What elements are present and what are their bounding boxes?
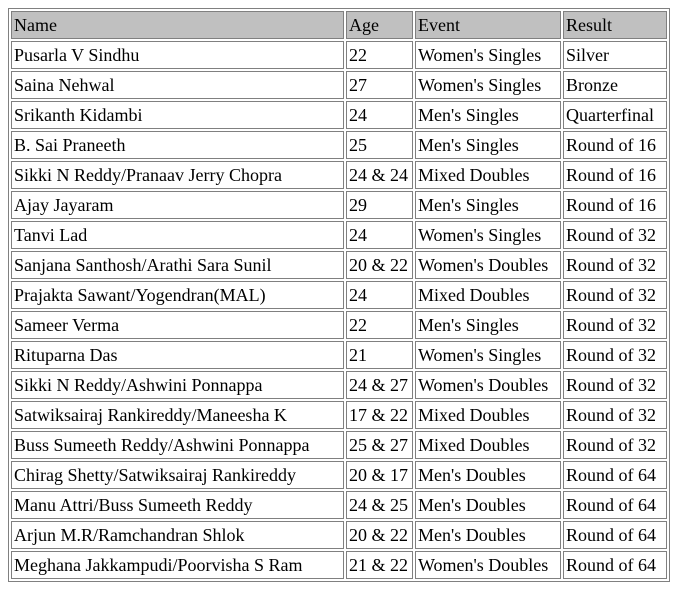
cell-age: 24 & 25 xyxy=(346,491,413,519)
cell-result: Round of 64 xyxy=(563,551,667,579)
header-result: Result xyxy=(563,11,667,39)
cell-age: 20 & 22 xyxy=(346,521,413,549)
cell-event: Women's Doubles xyxy=(415,251,561,279)
table-row xyxy=(11,551,667,579)
cell-name: Pusarla V Sindhu xyxy=(11,41,344,69)
cell-name: Buss Sumeeth Reddy/Ashwini Ponnappa xyxy=(11,431,344,459)
cell-name: Manu Attri/Buss Sumeeth Reddy xyxy=(11,491,344,519)
table-header-row xyxy=(11,11,667,39)
cell-age: 24 xyxy=(346,101,413,129)
cell-name: Sanjana Santhosh/Arathi Sara Sunil xyxy=(11,251,344,279)
cell-name: Prajakta Sawant/Yogendran(MAL) xyxy=(11,281,344,309)
cell-event: Mixed Doubles xyxy=(415,401,561,429)
cell-result: Round of 64 xyxy=(563,491,667,519)
cell-event: Mixed Doubles xyxy=(415,161,561,189)
cell-event: Men's Singles xyxy=(415,131,561,159)
cell-name: Arjun M.R/Ramchandran Shlok xyxy=(11,521,344,549)
cell-event: Women's Doubles xyxy=(415,551,561,579)
cell-age: 25 & 27 xyxy=(346,431,413,459)
cell-result: Round of 32 xyxy=(563,341,667,369)
cell-event: Mixed Doubles xyxy=(415,431,561,459)
cell-name: Sikki N Reddy/Ashwini Ponnappa xyxy=(11,371,344,399)
cell-age: 17 & 22 xyxy=(346,401,413,429)
cell-result: Round of 32 xyxy=(563,311,667,339)
cell-name: Meghana Jakkampudi/Poorvisha S Ram xyxy=(11,551,344,579)
table-row xyxy=(11,131,667,159)
cell-event: Women's Singles xyxy=(415,41,561,69)
table-row xyxy=(11,161,667,189)
cell-name: Sameer Verma xyxy=(11,311,344,339)
cell-name: Ajay Jayaram xyxy=(11,191,344,219)
table-row xyxy=(11,101,667,129)
table-row xyxy=(11,281,667,309)
cell-name: Sikki N Reddy/Pranaav Jerry Chopra xyxy=(11,161,344,189)
cell-event: Women's Singles xyxy=(415,221,561,249)
cell-name: B. Sai Praneeth xyxy=(11,131,344,159)
table-row xyxy=(11,521,667,549)
cell-result: Round of 64 xyxy=(563,521,667,549)
cell-event: Women's Singles xyxy=(415,71,561,99)
table-row xyxy=(11,431,667,459)
table-row xyxy=(11,71,667,99)
cell-age: 24 & 27 xyxy=(346,371,413,399)
cell-event: Men's Singles xyxy=(415,101,561,129)
cell-age: 24 xyxy=(346,221,413,249)
cell-name: Satwiksairaj Rankireddy/Maneesha K xyxy=(11,401,344,429)
cell-event: Women's Singles xyxy=(415,341,561,369)
table-row xyxy=(11,41,667,69)
cell-result: Round of 16 xyxy=(563,161,667,189)
cell-result: Quarterfinal xyxy=(563,101,667,129)
cell-name: Saina Nehwal xyxy=(11,71,344,99)
table-row xyxy=(11,311,667,339)
table-row xyxy=(11,341,667,369)
cell-age: 29 xyxy=(346,191,413,219)
table-row xyxy=(11,371,667,399)
cell-age: 21 & 22 xyxy=(346,551,413,579)
cell-age: 20 & 17 xyxy=(346,461,413,489)
cell-event: Men's Singles xyxy=(415,191,561,219)
cell-name: Rituparna Das xyxy=(11,341,344,369)
cell-result: Round of 32 xyxy=(563,401,667,429)
cell-age: 25 xyxy=(346,131,413,159)
table-row xyxy=(11,401,667,429)
cell-name: Chirag Shetty/Satwiksairaj Rankireddy xyxy=(11,461,344,489)
header-age: Age xyxy=(346,11,413,39)
cell-result: Round of 64 xyxy=(563,461,667,489)
results-table xyxy=(8,8,670,582)
cell-age: 22 xyxy=(346,311,413,339)
cell-result: Silver xyxy=(563,41,667,69)
cell-age: 24 & 24 xyxy=(346,161,413,189)
cell-event: Men's Doubles xyxy=(415,491,561,519)
cell-result: Round of 32 xyxy=(563,371,667,399)
cell-result: Round of 16 xyxy=(563,131,667,159)
cell-name: Tanvi Lad xyxy=(11,221,344,249)
cell-result: Bronze xyxy=(563,71,667,99)
cell-event: Women's Doubles xyxy=(415,371,561,399)
cell-event: Men's Doubles xyxy=(415,461,561,489)
table-row xyxy=(11,461,667,489)
cell-name: Srikanth Kidambi xyxy=(11,101,344,129)
cell-age: 22 xyxy=(346,41,413,69)
table-row xyxy=(11,251,667,279)
header-name: Name xyxy=(11,11,344,39)
cell-event: Men's Singles xyxy=(415,311,561,339)
cell-result: Round of 32 xyxy=(563,251,667,279)
cell-result: Round of 16 xyxy=(563,191,667,219)
cell-result: Round of 32 xyxy=(563,431,667,459)
table-row xyxy=(11,221,667,249)
table-row xyxy=(11,491,667,519)
cell-result: Round of 32 xyxy=(563,221,667,249)
cell-age: 20 & 22 xyxy=(346,251,413,279)
header-event: Event xyxy=(415,11,561,39)
table-row xyxy=(11,191,667,219)
cell-event: Mixed Doubles xyxy=(415,281,561,309)
cell-event: Men's Doubles xyxy=(415,521,561,549)
cell-age: 27 xyxy=(346,71,413,99)
cell-result: Round of 32 xyxy=(563,281,667,309)
results-table-container xyxy=(8,8,670,582)
table-body xyxy=(11,41,667,579)
cell-age: 21 xyxy=(346,341,413,369)
cell-age: 24 xyxy=(346,281,413,309)
